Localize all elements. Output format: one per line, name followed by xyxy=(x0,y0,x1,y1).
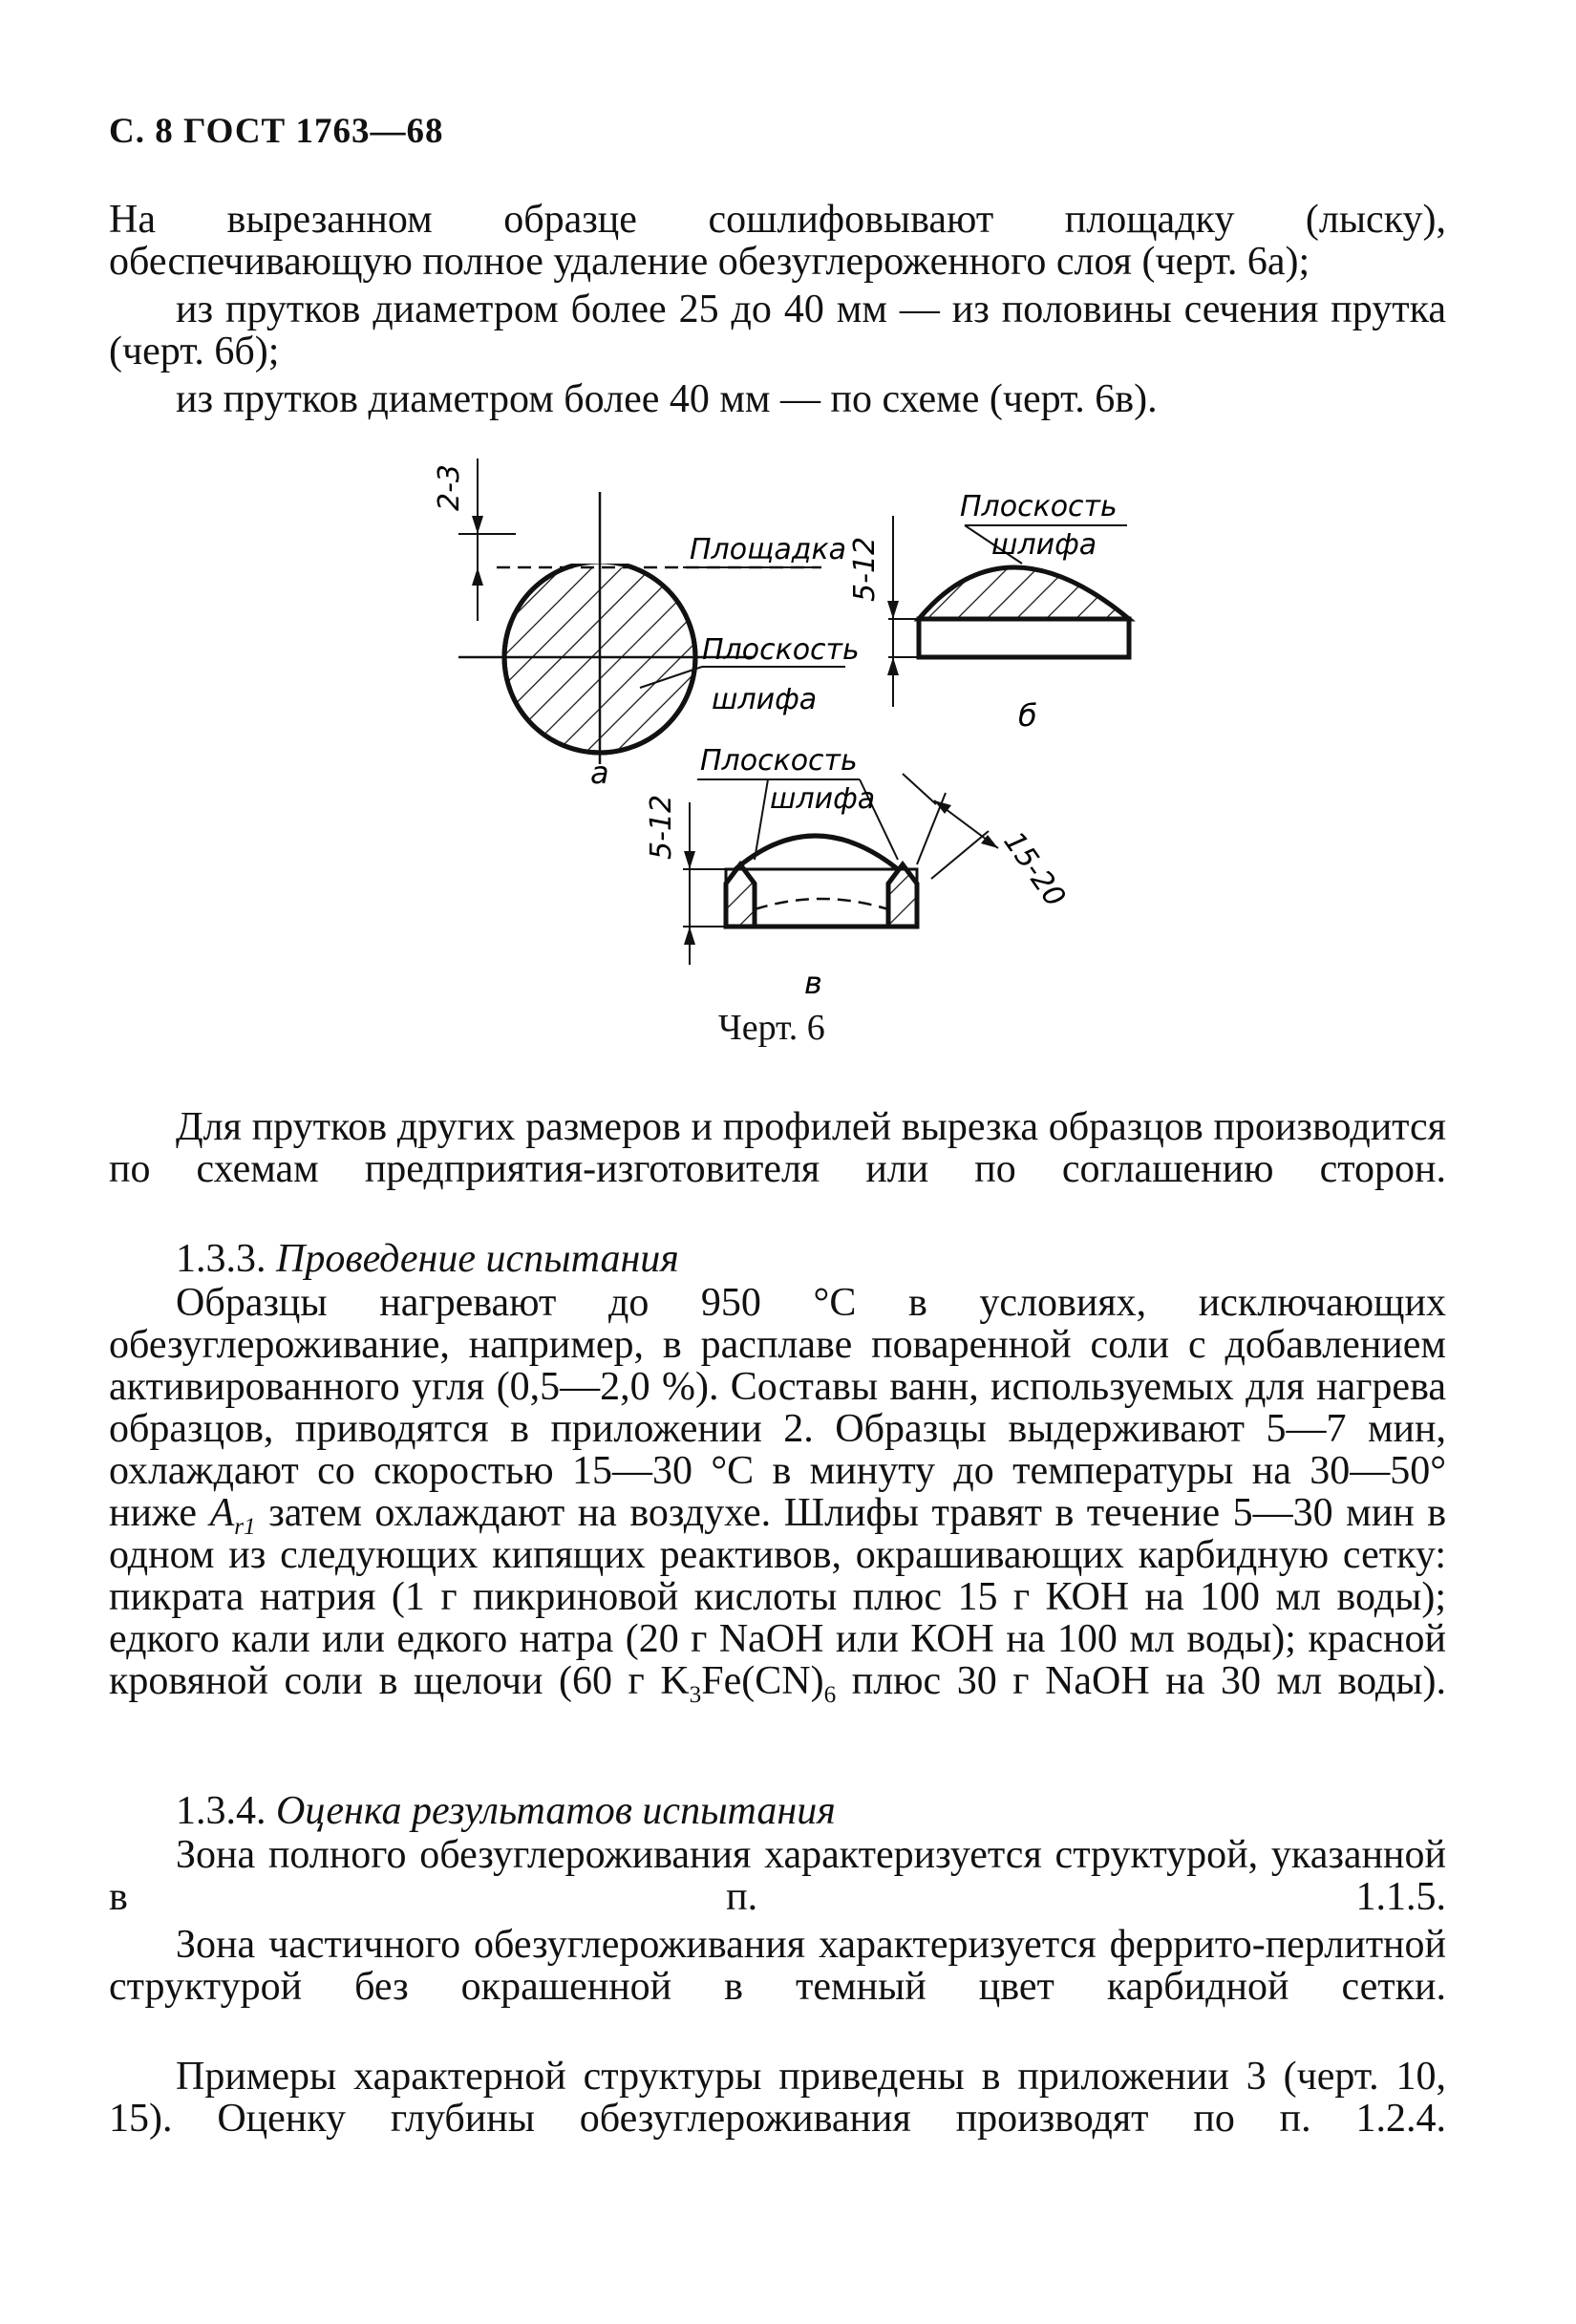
figure-v-angle-label: 15-20 xyxy=(996,825,1073,914)
figure-a-label-platform: Площадка xyxy=(690,533,846,566)
paragraph-other-profiles xyxy=(109,1106,1446,1190)
section-1-3-4-number: 1.3.4. xyxy=(176,1789,266,1833)
intro-text-2: из прутков диаметром более 25 до 40 мм — из половины сечения прутка (черт. 6б); xyxy=(109,288,1446,373)
figure-b-label-plane-2: шлифа xyxy=(991,528,1097,562)
section-1-3-3-number: 1.3.3. xyxy=(176,1237,266,1281)
section-1-3-3-heading xyxy=(109,1238,1446,1280)
examples-text: Примеры характерной структуры приведены в приложении 3 (черт. 10, 15). Оценку глубины обезуглероживания производят по п. 1.2.4. xyxy=(109,2055,1446,2141)
figure-v-dim-label: 5-12 xyxy=(645,794,678,860)
figure-a-dim-label: 2-3 xyxy=(433,464,466,511)
figure-v-label-plane-2: шлифа xyxy=(770,782,876,816)
figure-b-base xyxy=(919,619,1129,657)
figure-a-drawing xyxy=(433,458,860,791)
page-header: С. 8 ГОСТ 1763—68 xyxy=(109,112,444,151)
formula-k: K xyxy=(660,1659,690,1703)
figure-v-letter: в xyxy=(804,965,822,1001)
figure-b-half-section xyxy=(919,567,1129,619)
section-1-3-3-title: Проведение испытания xyxy=(276,1237,679,1281)
figure-v-right-prism xyxy=(888,864,917,927)
figure-b-label-plane-1: Плоскость xyxy=(960,490,1118,523)
paragraph-examples xyxy=(109,2056,1446,2140)
paragraph-full-decarb xyxy=(109,1834,1446,1918)
figure-a-label-plane-2: шлифа xyxy=(712,683,818,716)
intro-text-3: из прутков диаметром более 40 мм — по схеме (черт. 6в). xyxy=(176,377,1158,421)
figure-b-drawing xyxy=(848,490,1129,734)
intro-text-1: На вырезанном образце сошлифовывают площадку (лыску), обеспечивающую полное удаление обезуглероженного слоя (черт. 6а); xyxy=(109,198,1446,284)
formula-fe-sub: 6 xyxy=(823,1681,837,1708)
temp-symbol-sub: r1 xyxy=(234,1513,256,1540)
temp-symbol: A xyxy=(209,1491,235,1535)
figure-caption: Черт. 6 xyxy=(718,1008,825,1048)
section-1-3-4-title: Оценка результатов испытания xyxy=(276,1789,836,1833)
test-procedure-text-3: плюс 30 г NaOH на 30 мл воды). xyxy=(851,1659,1446,1703)
formula-fe: Fe(CN) xyxy=(701,1659,824,1703)
figure-b-letter: б xyxy=(1018,697,1037,734)
paragraph-partial-decarb xyxy=(109,1924,1446,2008)
figure-b-dim-label: 5-12 xyxy=(848,536,882,602)
figure-v-drawing xyxy=(645,744,1072,1001)
other-profiles-text: Для прутков других размеров и профилей вырезка образцов производится по схемам предприятия-изготовителя или по соглашению сторон. xyxy=(109,1105,1446,1191)
test-procedure-text-1: Образцы нагревают до 950 °С в условиях, исключающих обезуглероживание, например, в расплаве поваренной соли с добавлением активированного угля (0,5—2,0 %). Составы ванн, используемых для нагрева образцов, приводятся в приложении 2. Образцы выдерживают 5—7 мин, охлаждают со скоростью 15—30 °С в минуту до температуры на 30—50° ниже xyxy=(109,1281,1446,1535)
figure-a-cut-mask xyxy=(497,531,707,567)
figure-v-label-plane-1: Плоскость xyxy=(700,744,858,778)
partial-decarb-text: Зона частичного обезуглероживания характеризуется феррито-перлитной структурой без окрашенной в темный цвет карбидной сетки. xyxy=(109,1923,1446,2009)
section-1-3-4-heading xyxy=(109,1790,1446,1832)
figure-v-arc xyxy=(735,836,898,869)
paragraph-test-procedure xyxy=(109,1281,1447,1708)
figure-v-dashed-line xyxy=(755,899,888,909)
test-procedure-text-2: затем охлаждают на воздухе. Шлифы травят в течение 5—30 мин в одном из следующих кипящих реактивов, окрашивающих карбидную сетку: пикрата натрия (1 г пикриновой кислоты плюс 15 г КОН на 100 мл воды); едкого кали или едкого натра (20 г NaOH или КОН на 100 мл воды); красной кровяной соли в щелочи (60 г xyxy=(109,1491,1447,1703)
full-decarb-text: Зона полного обезуглероживания характеризуется структурой, указанной в п. 1.1.5. xyxy=(109,1833,1446,1919)
figure-6 xyxy=(0,0,1576,1070)
formula-k-sub: 3 xyxy=(689,1681,702,1708)
figure-a-letter: а xyxy=(590,755,609,791)
figure-a-label-plane-1: Плоскость xyxy=(702,633,860,667)
figure-v-left-prism xyxy=(726,864,755,927)
